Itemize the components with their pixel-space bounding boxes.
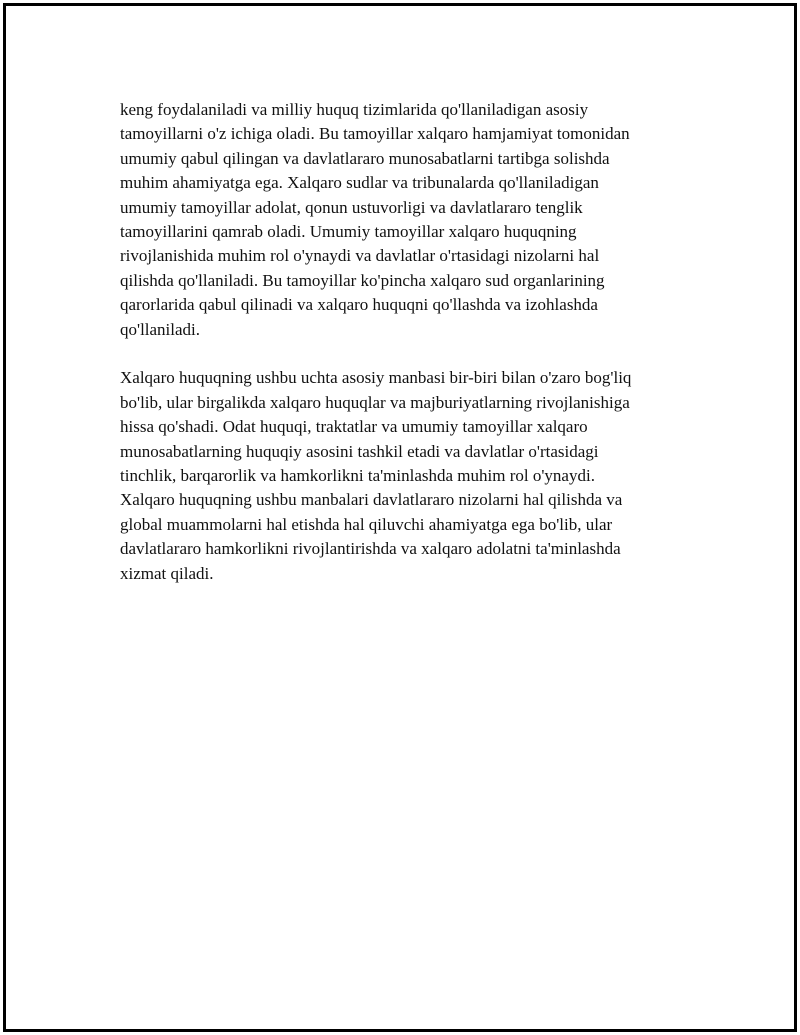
document-body bbox=[120, 98, 680, 586]
paragraph-1: keng foydalaniladi va milliy huquq tizimlarida qo'llaniladigan asosiy tamoyillarni o'z ichiga oladi. Bu tamoyillar xalqaro hamjamiyat tomonidan umumiy qabul qilingan va davlatlararo munosabatlarni tartibga solishda muhim ahamiyatga ega. Xalqaro sudlar va tribunalarda qo'llaniladigan umumiy tamoyillar adolat, qonun ustuvorligi va davlatlararo tenglik tamoyillarini qamrab oladi. Umumiy tamoyillar xalqaro huquqning rivojlanishida muhim rol o'ynaydi va davlatlar o'rtasidagi nizolarni hal qilishda qo'llaniladi. Bu tamoyillar ko'pincha xalqaro sud organlarining qarorlarida qabul qilinadi va xalqaro huquqni qo'llashda va izohlashda qo'llaniladi. bbox=[120, 100, 630, 339]
paragraph-2: Xalqaro huquqning ushbu uchta asosiy manbasi bir-biri bilan o'zaro bog'liq bo'lib, ular birgalikda xalqaro huquqlar va majburiyatlarning rivojlanishiga hissa qo'shadi. Odat huquqi, traktatlar va umumiy tamoyillar xalqaro munosabatlarning huquqiy asosini tashkil etadi va davlatlar o'rtasidagi tinchlik, barqarorlik va hamkorlikni ta'minlashda muhim rol o'ynaydi. Xalqaro huquqning ushbu manbalari davlatlararo nizolarni hal qilishda va global muammolarni hal etishda hal qiluvchi ahamiyatga ega bo'lib, ular davlatlararo hamkorlikni rivojlantirishda va xalqaro adolatni ta'minlashda xizmat qiladi. bbox=[120, 368, 632, 583]
page-frame bbox=[3, 3, 797, 1032]
